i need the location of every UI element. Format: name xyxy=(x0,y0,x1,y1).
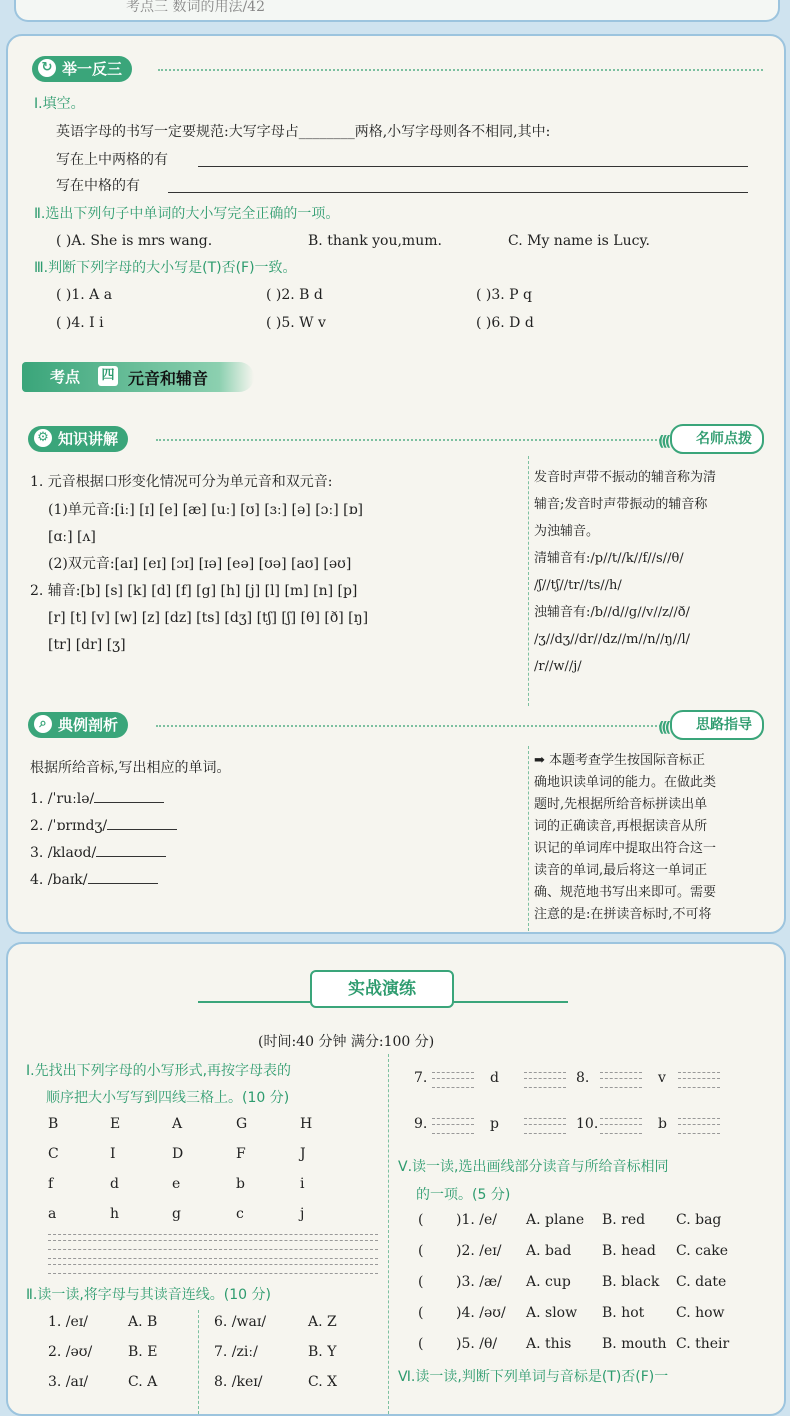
q5-item[interactable]: )5. /θ/ xyxy=(456,1336,498,1352)
q5-item[interactable]: )2. /eɪ/ xyxy=(456,1243,502,1259)
think-line: 词的正确读音,再根据读音从所 xyxy=(534,819,708,834)
q1-letter: J xyxy=(300,1146,306,1162)
q1-letter: F xyxy=(236,1146,246,1162)
s3-item[interactable]: ( )5. W v xyxy=(266,315,326,331)
q5-item[interactable]: C. date xyxy=(676,1274,727,1290)
s1-answer-line[interactable] xyxy=(198,166,748,167)
search-icon: ⌕ xyxy=(34,715,52,733)
q5-item[interactable]: B. black xyxy=(602,1274,660,1290)
tip-line: /r//w//j/ xyxy=(534,659,582,674)
q1-letter: H xyxy=(300,1116,313,1132)
fill-blank[interactable] xyxy=(524,1118,566,1134)
fill-number: 9. xyxy=(414,1116,428,1132)
divider xyxy=(158,69,763,71)
s1-answer-line[interactable] xyxy=(168,192,748,193)
q5-item[interactable]: A. slow xyxy=(526,1305,578,1321)
s2-option-a[interactable]: ( )A. She is mrs wang. xyxy=(56,233,213,249)
knowledge-badge: ⚙ 知识讲解 xyxy=(28,426,128,452)
q5-title: Ⅴ.读一读,选出画线部分读音与所给音标相同 xyxy=(398,1159,669,1175)
knowledge-line: [tr] [dr] [ʒ] xyxy=(48,637,126,653)
q5-item[interactable]: C. how xyxy=(676,1305,725,1321)
fill-letter: v xyxy=(658,1070,666,1086)
q2-item[interactable]: C. A xyxy=(128,1374,158,1390)
fill-blank[interactable] xyxy=(678,1072,720,1088)
think-line: 确地识读单词的能力。在做此类 xyxy=(534,775,717,790)
q1-letter: A xyxy=(172,1116,183,1132)
practice-title: 实战演练 xyxy=(310,970,454,1008)
q5-item[interactable]: B. red xyxy=(602,1212,646,1228)
tip-line: 辅音;发音时声带振动的辅音称 xyxy=(534,497,708,512)
q1-letter: c xyxy=(236,1206,244,1222)
q5-item[interactable]: A. plane xyxy=(526,1212,585,1228)
s3-item[interactable]: ( )3. P q xyxy=(476,287,533,303)
q2-item[interactable]: C. X xyxy=(308,1374,338,1390)
refresh-icon: ↻ xyxy=(38,59,56,77)
divider xyxy=(156,439,661,441)
q2-item[interactable]: 6. /waɪ/ xyxy=(214,1314,267,1330)
fill-blank[interactable] xyxy=(524,1072,566,1088)
q2-item[interactable]: B. Y xyxy=(308,1344,337,1360)
q5-item[interactable]: C. their xyxy=(676,1336,730,1352)
column-divider xyxy=(198,1310,199,1414)
q2-item[interactable]: 7. /ziː/ xyxy=(214,1344,258,1360)
fill-letter: d xyxy=(490,1070,499,1086)
q1-letter: g xyxy=(172,1206,181,1222)
q5-item[interactable]: )4. /əʊ/ xyxy=(456,1305,506,1321)
q1-letter: f xyxy=(48,1176,54,1192)
top-strip-text: 考点三 数词的用法/42 xyxy=(126,0,265,15)
q1-letter: j xyxy=(300,1206,305,1222)
case-badge: ⌕ 典例剖析 xyxy=(28,712,128,738)
case-item[interactable]: 1. /ˈruːlə/ xyxy=(30,788,164,809)
divider xyxy=(156,725,661,727)
think-line: 题时,先根据所给音标拼读出单 xyxy=(534,797,708,812)
top-strip xyxy=(14,0,780,22)
q5-item[interactable]: A. cup xyxy=(526,1274,571,1290)
tip-line: 发音时声带不振动的辅音称为清 xyxy=(534,470,717,485)
q2-item[interactable]: A. B xyxy=(128,1314,158,1330)
q1-letter: G xyxy=(236,1116,248,1132)
fill-blank[interactable] xyxy=(432,1072,474,1088)
q2-item[interactable]: 2. /əʊ/ xyxy=(48,1344,93,1360)
think-line: 读音的单词,最后将这一单词正 xyxy=(534,863,708,878)
fill-number: 8. xyxy=(576,1070,590,1086)
knowledge-line: 1. 元音根据口形变化情况可分为单元音和双元音: xyxy=(30,474,333,490)
case-item[interactable]: 4. /baɪk/ xyxy=(30,869,158,890)
q1-letter: h xyxy=(110,1206,120,1222)
tip-line: 浊辅音有:/b//d//g//v//z//ð/ xyxy=(534,605,690,620)
q5-item[interactable]: )1. /e/ xyxy=(456,1212,497,1228)
keypoint-number: 四 xyxy=(98,366,118,386)
q2-item[interactable]: A. Z xyxy=(308,1314,337,1330)
column-divider xyxy=(528,746,529,931)
q2-item[interactable]: 8. /keɪ/ xyxy=(214,1374,263,1390)
column-divider xyxy=(388,1054,389,1414)
keypoint-title: 元音和辅音 xyxy=(128,369,209,388)
s2-option-c[interactable]: C. My name is Lucy. xyxy=(508,233,650,249)
q5-item: ( xyxy=(418,1336,424,1352)
q5-item[interactable]: )3. /æ/ xyxy=(456,1274,502,1290)
think-line: ➡ 本题考查学生按国际音标正 xyxy=(534,753,706,768)
case-item[interactable]: 2. /ˈɒrɪndʒ/ xyxy=(30,815,177,836)
fill-number: 10. xyxy=(576,1116,599,1132)
keypoint-label: 考点 xyxy=(50,368,81,386)
q1-letter: C xyxy=(48,1146,59,1162)
four-line-grid[interactable] xyxy=(48,1234,378,1250)
q5-item: ( xyxy=(418,1243,424,1259)
q5-item[interactable]: A. bad xyxy=(526,1243,572,1259)
four-line-grid[interactable] xyxy=(48,1258,378,1274)
s1-line2: 写在上中两格的有 xyxy=(56,152,168,168)
teacher-tips xyxy=(534,464,716,680)
q1-letter: e xyxy=(172,1176,181,1192)
practice-panel xyxy=(6,942,786,1416)
q1-letter: b xyxy=(236,1176,245,1192)
knowledge-line: [r] [t] [v] [w] [z] [dz] [ts] [dʒ] [tʃ] [ʃ] [θ] [ð] [ŋ] xyxy=(48,610,369,626)
q2-item[interactable]: 3. /aɪ/ xyxy=(48,1374,89,1390)
q1-letter: d xyxy=(110,1176,119,1192)
exam-time: (时间:40 分钟 满分:100 分) xyxy=(258,1034,435,1050)
fill-blank[interactable] xyxy=(600,1072,642,1088)
s2-option-b[interactable]: B. thank you,mum. xyxy=(308,233,442,249)
q2-title: Ⅱ.读一读,将字母与其读音连线。(10 分) xyxy=(26,1287,271,1303)
q2-item[interactable]: B. E xyxy=(128,1344,158,1360)
s3-item[interactable]: ( )1. A a xyxy=(56,287,113,303)
q5-item[interactable]: C. cake xyxy=(676,1243,729,1259)
s2-title: Ⅱ.选出下列句子中单词的大小写完全正确的一项。 xyxy=(34,206,340,222)
q1-title: 顺序把大小写写到四线三格上。(10 分) xyxy=(46,1090,290,1106)
s1-line1: 英语字母的书写一定要规范:大写字母占________两格,小写字母则各不相同,其中: xyxy=(56,124,551,140)
fill-blank[interactable] xyxy=(600,1118,642,1134)
think-line: 识记的单词库中提取出符合这一 xyxy=(534,841,717,856)
keypoint-banner xyxy=(22,362,254,392)
q5-item[interactable]: B. mouth xyxy=(602,1336,667,1352)
tip-line: 为浊辅音。 xyxy=(534,524,600,539)
q1-title: Ⅰ.先找出下列字母的小写形式,再按字母表的 xyxy=(26,1063,292,1079)
q5-item[interactable]: B. hot xyxy=(602,1305,645,1321)
q2-item[interactable]: 1. /eɪ/ xyxy=(48,1314,89,1330)
q5-title: 的一项。(5 分) xyxy=(416,1187,511,1203)
s3-item[interactable]: ( )2. B d xyxy=(266,287,323,303)
tip-line: /ʒ//dʒ//dr//dz//m//n//ŋ//l/ xyxy=(534,632,691,647)
s1-title: Ⅰ.填空。 xyxy=(34,96,85,112)
knowledge-line: 2. 辅音:[b] [s] [k] [d] [f] [g] [h] [j] [l] [m] [n] [p] xyxy=(30,583,358,599)
s3-item[interactable]: ( )4. I i xyxy=(56,315,104,331)
fill-letter: b xyxy=(658,1116,667,1132)
knowledge-line: [ɑː] [ʌ] xyxy=(48,529,96,545)
q5-item: ( xyxy=(418,1305,424,1321)
q5-item: ( xyxy=(418,1212,424,1228)
case-item[interactable]: 3. /klaʊd/ xyxy=(30,842,166,863)
fill-letter: p xyxy=(490,1116,499,1132)
teacher-tag: ((( 名师点拨 xyxy=(670,424,764,454)
knowledge-panel xyxy=(6,34,786,934)
q1-letter: I xyxy=(110,1146,116,1162)
q5-item[interactable]: A. this xyxy=(526,1336,572,1352)
think-line: 注意的是:在拼读音标时,不可将 xyxy=(534,907,712,922)
q1-letter: E xyxy=(110,1116,121,1132)
s3-item[interactable]: ( )6. D d xyxy=(476,315,534,331)
q5-item: ( xyxy=(418,1274,424,1290)
q5-item[interactable]: C. bag xyxy=(676,1212,722,1228)
think-tips xyxy=(534,750,716,926)
ex-badge: ↻ 举一反三 xyxy=(32,56,132,82)
fill-blank[interactable] xyxy=(678,1118,720,1134)
case-question: 根据所给音标,写出相应的单词。 xyxy=(30,760,231,776)
knowledge-line: (2)双元音:[aɪ] [eɪ] [ɔɪ] [ɪə] [eə] [ʊə] [aʊ] [əʊ] xyxy=(48,556,352,572)
q1-letter: a xyxy=(48,1206,57,1222)
q5-item[interactable]: B. head xyxy=(602,1243,656,1259)
think-line: 确、规范地书写出来即可。需要 xyxy=(534,885,717,900)
fill-blank[interactable] xyxy=(432,1118,474,1134)
think-tag: ((( 思路指导 xyxy=(670,710,764,740)
s3-title: Ⅲ.判断下列字母的大小写是(T)否(F)一致。 xyxy=(34,260,297,276)
fill-number: 7. xyxy=(414,1070,428,1086)
q6-title: Ⅵ.读一读,判断下列单词与音标是(T)否(F)一 xyxy=(398,1369,669,1385)
knowledge-line: (1)单元音:[iː] [ɪ] [e] [æ] [uː] [ʊ] [ɜː] [ə] [ɔː] [ɒ] xyxy=(48,502,364,518)
s1-line3: 写在中格的有 xyxy=(56,178,140,194)
gear-icon: ⚙ xyxy=(34,429,52,447)
q1-letter: B xyxy=(48,1116,59,1132)
tip-line: 清辅音有:/p//t//k//f//s//θ/ xyxy=(534,551,684,566)
column-divider xyxy=(528,456,529,706)
q1-letter: D xyxy=(172,1146,184,1162)
tip-line: /ʃ//tʃ//tr//ts//h/ xyxy=(534,578,622,593)
q1-letter: i xyxy=(300,1176,305,1192)
